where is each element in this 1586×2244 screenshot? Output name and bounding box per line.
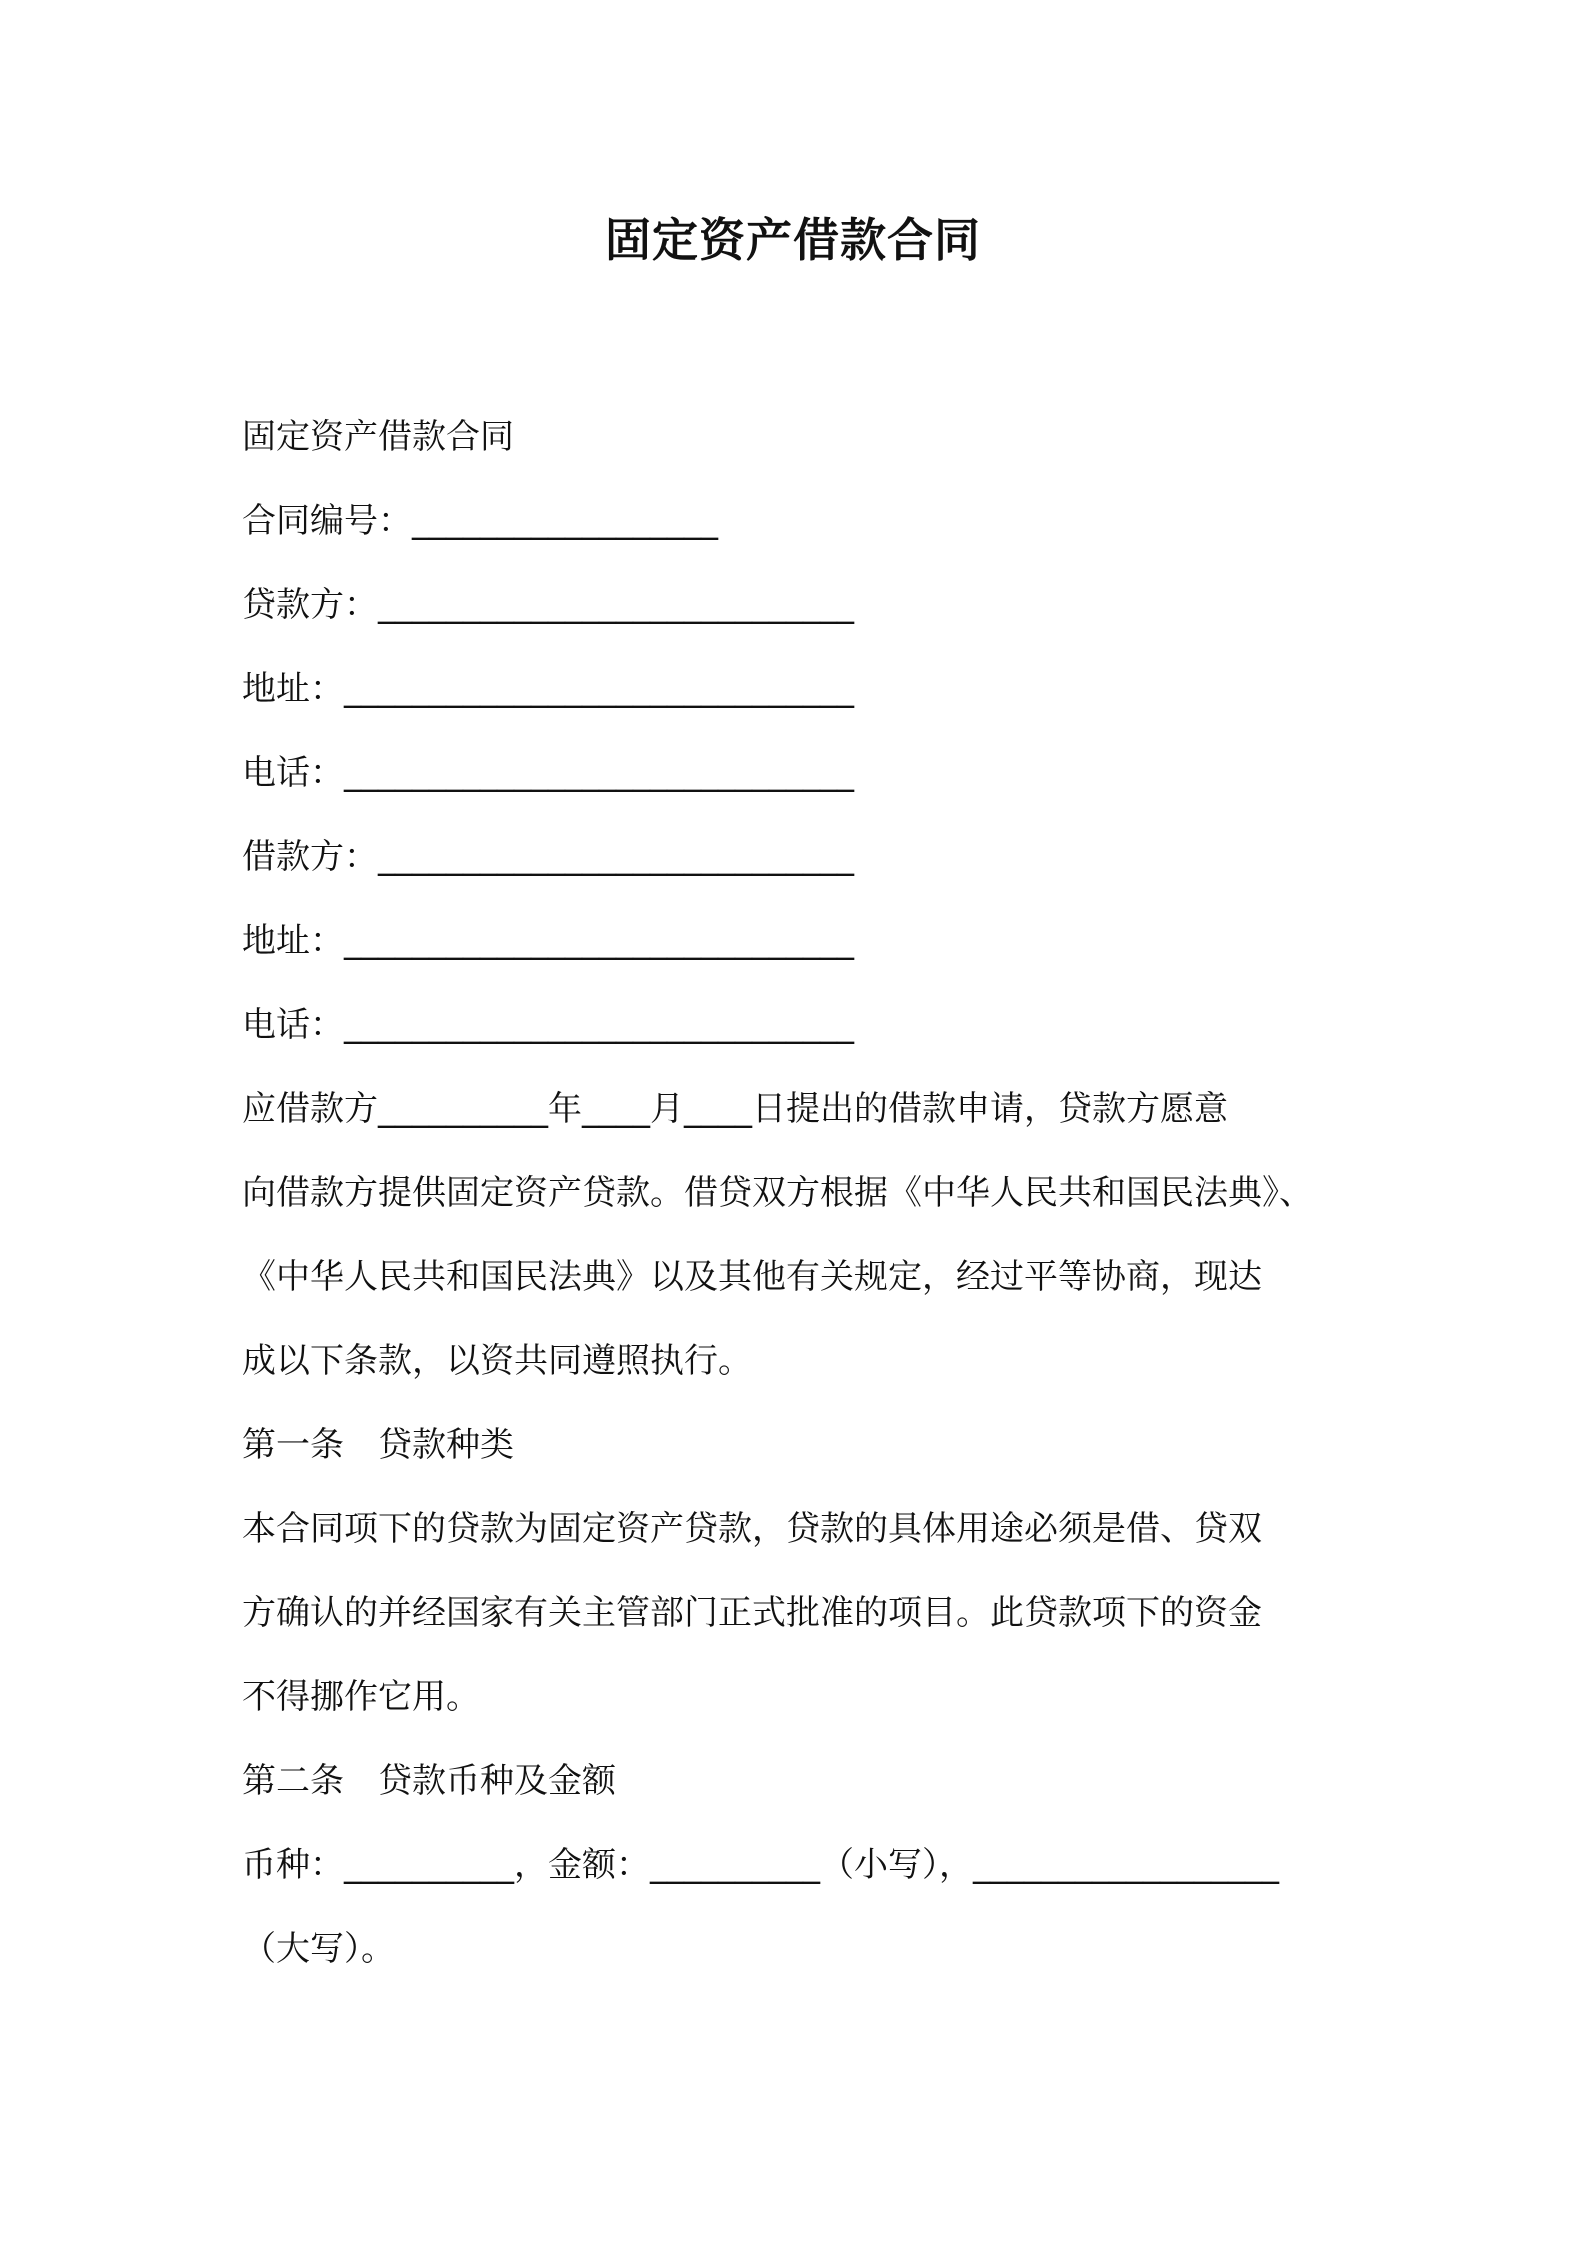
borrower-line: 借款方：____________________________ bbox=[242, 837, 854, 877]
preamble-line-2: 向借款方提供固定资产贷款。借贷双方根据《中华人民共和国民法典》、 bbox=[242, 1173, 1313, 1213]
article-2-line-1: 币种：__________，金额：__________（小写），__________________ bbox=[242, 1845, 1279, 1885]
borrower-phone-line: 电话：______________________________ bbox=[242, 1005, 854, 1045]
preamble-line-3: 《中华人民共和国民法典》以及其他有关规定，经过平等协商，现达 bbox=[242, 1257, 1262, 1297]
article-1-line-1: 本合同项下的贷款为固定资产贷款，贷款的具体用途必须是借、贷双 bbox=[242, 1509, 1262, 1549]
preamble-line-4: 成以下条款，以资共同遵照执行。 bbox=[242, 1341, 752, 1381]
article-2-line-2: （大写）。 bbox=[242, 1929, 395, 1969]
article-1-line-3: 不得挪作它用。 bbox=[242, 1677, 480, 1717]
borrower-address-line: 地址：______________________________ bbox=[242, 921, 854, 961]
document-title: 固定资产借款合同 bbox=[605, 213, 981, 267]
lender-phone-line: 电话：______________________________ bbox=[242, 753, 854, 793]
lender-address-line: 地址：______________________________ bbox=[242, 669, 854, 709]
article-1-heading: 第一条 贷款种类 bbox=[242, 1425, 514, 1465]
body-heading: 固定资产借款合同 bbox=[242, 417, 514, 457]
lender-line: 贷款方：____________________________ bbox=[242, 585, 854, 625]
article-1-line-2: 方确认的并经国家有关主管部门正式批准的项目。此贷款项下的资金 bbox=[242, 1593, 1262, 1633]
contract-number-line: 合同编号：__________________ bbox=[242, 501, 718, 541]
preamble-line-1: 应借款方__________年____月____日提出的借款申请，贷款方愿意 bbox=[242, 1089, 1228, 1129]
article-2-heading: 第二条 贷款币种及金额 bbox=[242, 1761, 616, 1801]
